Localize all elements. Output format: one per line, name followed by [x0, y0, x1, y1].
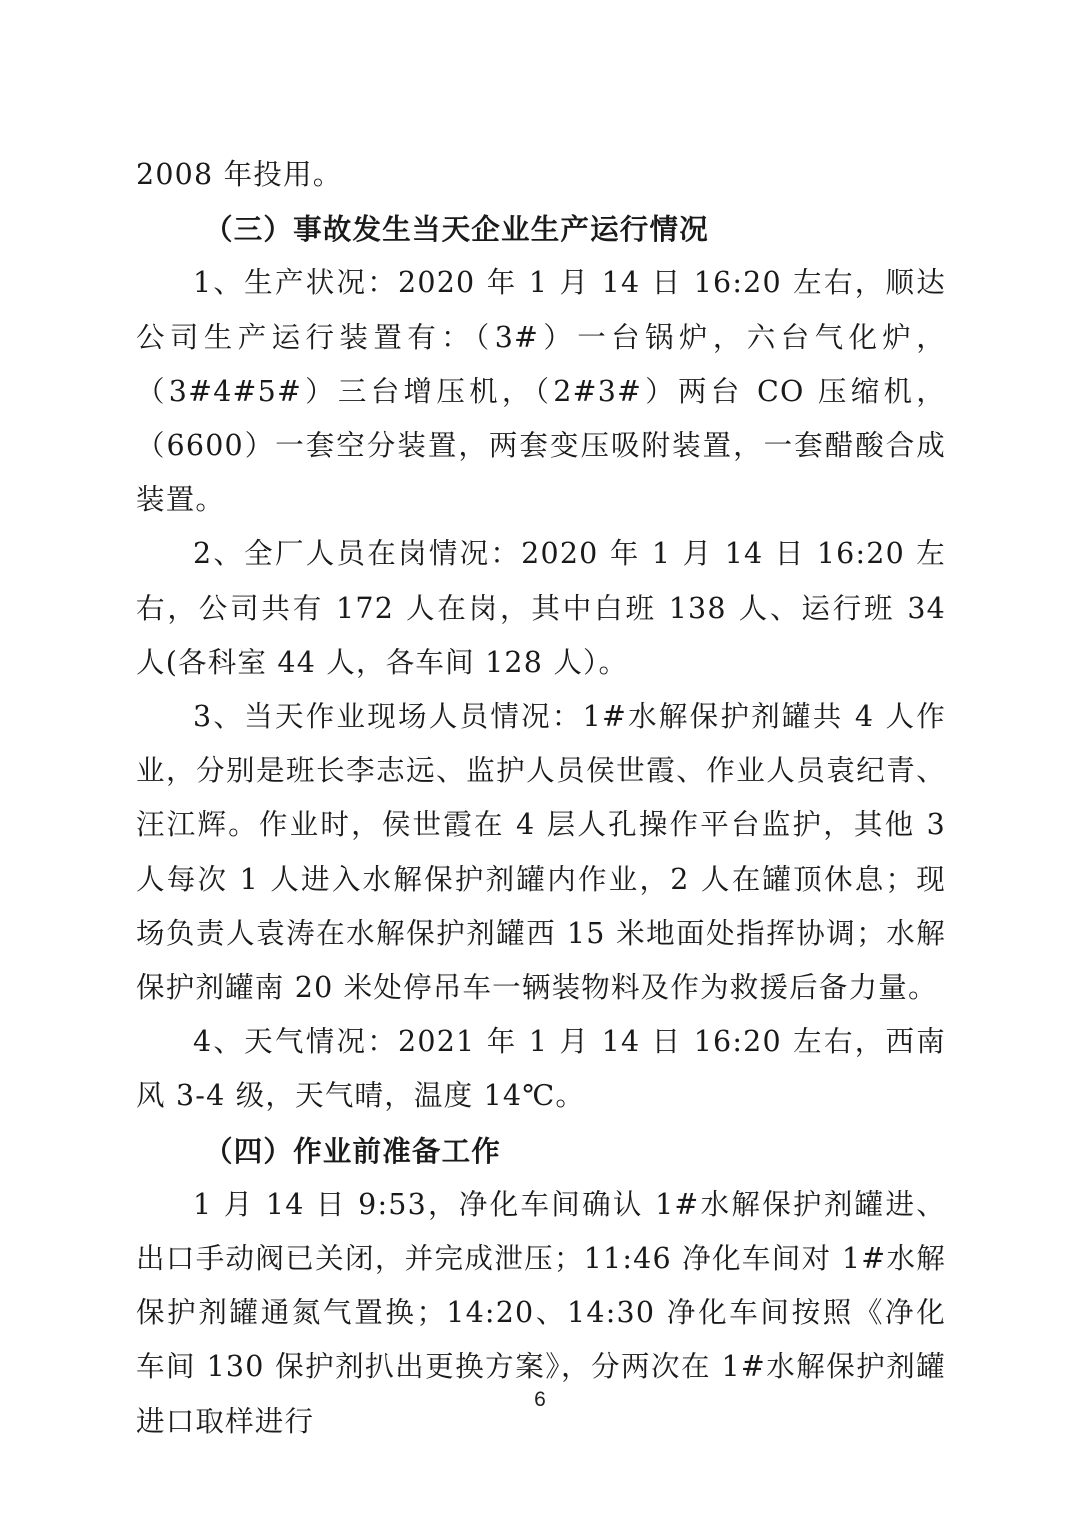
page-number: 6: [534, 1388, 546, 1411]
paragraph-preparation: 1 月 14 日 9:53，净化车间确认 1#水解保护剂罐进、出口手动阀已关闭，并完成泄压；11:46 净化车间对 1#水解保护剂罐通氮气置换；14:20、14:30 净化车间按照《净化车间 130 保护剂扒出更换方案》，分两次在 1#水解保护剂罐进口取样进行: [136, 1187, 946, 1438]
paragraph-weather: 4、天气情况：2021 年 1 月 14 日 16:20 左右，西南风 3-4 级，天气晴，温度 14℃。: [136, 1025, 946, 1113]
paragraph-commissioning: 2008 年投用。: [136, 158, 343, 191]
section-heading-3: （三）事故发生当天企业生产运行情况: [204, 212, 709, 247]
section-heading-4: （四）作业前准备工作: [204, 1133, 502, 1168]
paragraph-production-status: 1、生产状况：2020 年 1 月 14 日 16:20 左右，顺达公司生产运行装置有：（3#）一台锅炉，六台气化炉，（3#4#5#）三台增压机，（2#3#）两台 CO 压缩机，（6600）一套空分装置，两套变压吸附装置，一套醋酸合成装置。: [136, 266, 946, 517]
paragraph-staff-on-duty: 2、全厂人员在岗情况：2020 年 1 月 14 日 16:20 左右，公司共有 172 人在岗，其中白班 138 人、运行班 34 人(各科室 44 人，各车间 128 人）。: [136, 537, 946, 679]
paragraph-onsite-personnel: 3、当天作业现场人员情况：1#水解保护剂罐共 4 人作业，分别是班长李志远、监护人员侯世霞、作业人员袁纪青、汪江辉。作业时，侯世霞在 4 层人孔操作平台监护，其他 3 人每次 1 人进入水解保护剂罐内作业，2 人在罐顶休息；现场负责人袁涛在水解保护剂罐西 15 米地面处指挥协调；水解保护剂罐南 20 米处停吊车一辆装物料及作为救援后备力量。: [136, 700, 946, 1005]
document-body: [136, 148, 946, 1449]
